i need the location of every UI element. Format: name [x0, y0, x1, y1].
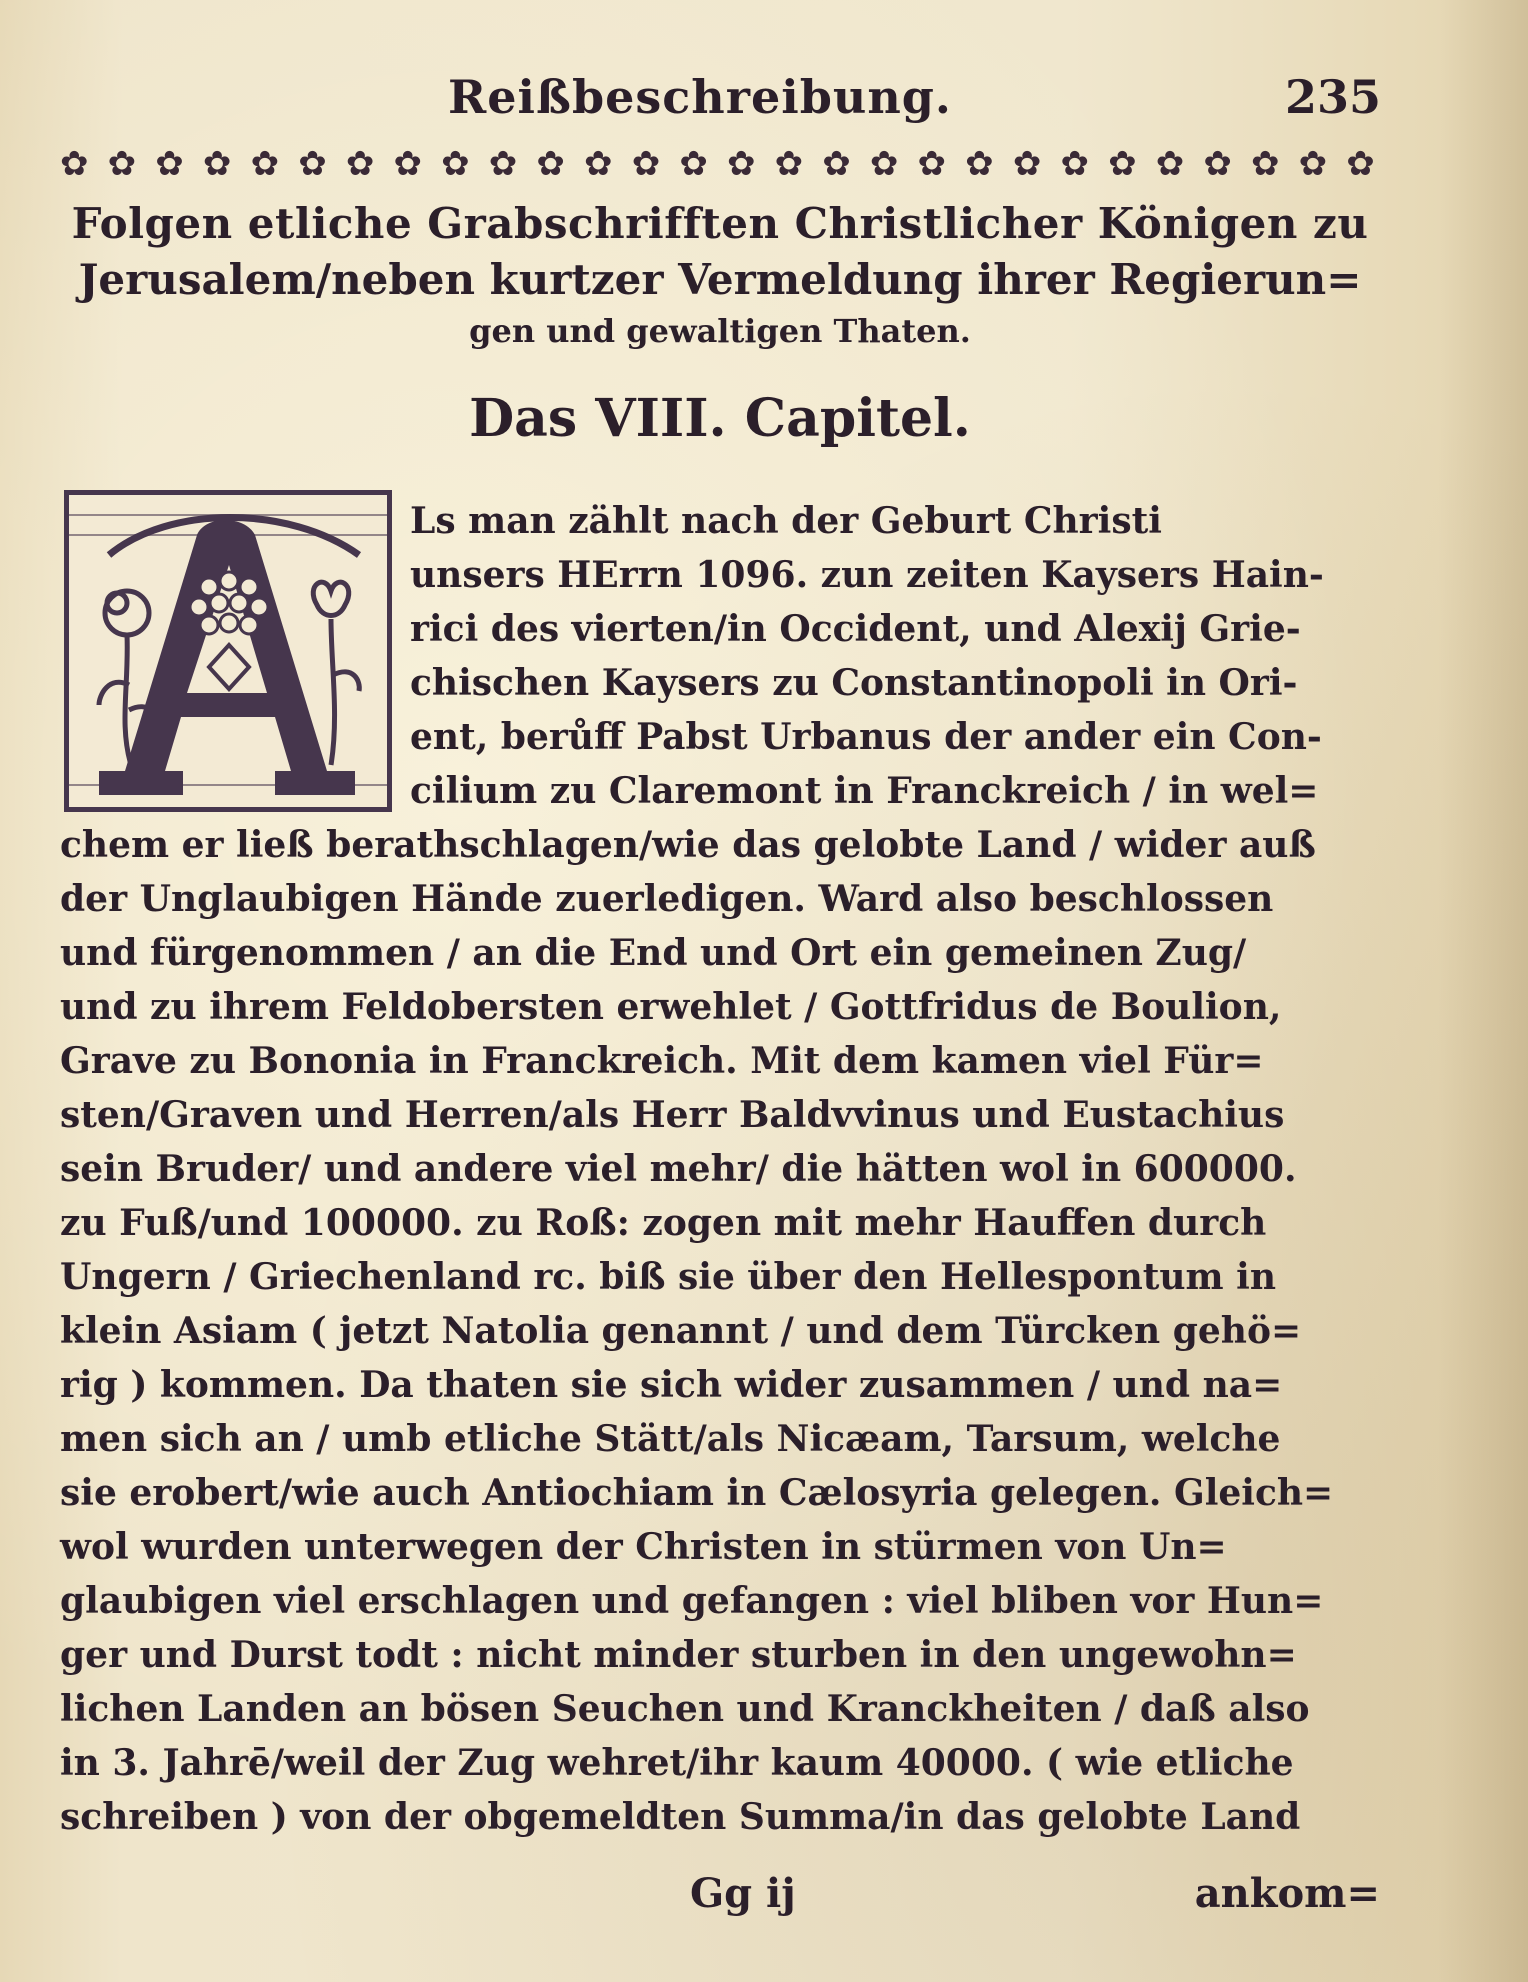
page-edge-shadow: [1438, 0, 1528, 1982]
ornament-glyph: ✿: [1108, 144, 1137, 184]
text-line: Ls man zählt nach der Geburt Christi: [410, 500, 1162, 542]
ornament-glyph: ✿: [441, 144, 470, 184]
ornament-glyph: ✿: [1012, 144, 1042, 184]
text-line: cilium zu Claremont in Franckreich / in wel=: [410, 770, 1319, 812]
ornament-glyph: ✿: [536, 144, 565, 184]
ornament-glyph: ✿: [679, 144, 708, 184]
heading-line-3: gen und gewaltigen Thaten.: [469, 312, 971, 350]
text-line: rig ) kommen. Da thaten sie sich wider zusammen / und na=: [60, 1364, 1283, 1406]
text-line: und fürgenommen / an die End und Ort ein gemeinen Zug/: [60, 932, 1247, 974]
text-line: ger und Durst todt : nicht minder sturben in den ungewohn=: [60, 1634, 1297, 1676]
text-line: chischen Kaysers zu Constantinopoli in Ori-: [410, 662, 1298, 704]
ornament-glyph: ✿: [345, 144, 375, 184]
ornament-glyph: ✿: [1155, 144, 1185, 184]
section-heading: [60, 196, 1380, 354]
catchword: ankom=: [1194, 1870, 1380, 1917]
ornament-glyph: ✿: [1251, 144, 1280, 184]
page-number: 235: [1285, 70, 1382, 124]
text-line: rici des vierten/in Occident, und Alexij Grie-: [410, 608, 1301, 650]
ornament-glyph: ✿: [250, 144, 280, 184]
text-line: wol wurden unterwegen der Christen in stürmen von Un=: [60, 1526, 1227, 1568]
text-line: und zu ihrem Feldobersten erwehlet / Gottfridus de Boulion,: [60, 986, 1282, 1028]
text-line: lichen Landen an bösen Seuchen und Kranckheiten / daß also: [60, 1688, 1310, 1730]
ornament-glyph: ✿: [822, 144, 851, 184]
ornament-glyph: ✿: [488, 144, 518, 184]
text-line: men sich an / umb etliche Stätt/als Nicæam, Tarsum, welche: [60, 1418, 1281, 1460]
heading-line-2: Jerusalem/neben kurtzer Vermeldung ihrer Regierun=: [78, 255, 1362, 304]
ornament-glyph: ✿: [202, 144, 232, 184]
footer-line: [60, 1870, 1380, 1930]
text-line: Grave zu Bononia in Franckreich. Mit dem kamen viel Für=: [60, 1040, 1264, 1082]
text-line: Ungern / Griechenland rc. biß sie über den Hellespontum in: [60, 1256, 1277, 1298]
ornament-glyph: ✿: [584, 144, 613, 184]
text-line: schreiben ) von der obgemeldten Summa/in das gelobte Land: [60, 1796, 1301, 1838]
ornament-glyph: ✿: [107, 144, 137, 184]
text-line: sten/Graven und Herren/als Herr Baldvvinus und Eustachius: [60, 1094, 1285, 1136]
text-line: zu Fuß/und 100000. zu Roß: zogen mit mehr Hauffen durch: [60, 1202, 1267, 1244]
text-line: glaubigen viel erschlagen und gefangen : viel bliben vor Hun=: [60, 1580, 1324, 1622]
ornament-glyph: ✿: [298, 144, 327, 184]
ornament-glyph: ✿: [917, 144, 947, 184]
text-line: chem er ließ berathschlagen/wie das gelobte Land / wider auß: [60, 824, 1316, 866]
ornament-glyph: ✿: [965, 144, 994, 184]
text-line: in 3. Jahrē/weil der Zug wehret/ihr kaum 40000. ( wie etliche: [60, 1742, 1294, 1784]
ornament-glyph: ✿: [155, 144, 184, 184]
text-line: ent, berůff Pabst Urbanus der ander ein Con-: [410, 716, 1322, 758]
ornament-band: [60, 140, 1375, 188]
text-line: sein Bruder/ und andere viel mehr/ die hätten wol in 600000.: [60, 1148, 1297, 1190]
ornament-glyph: ✿: [1060, 144, 1089, 184]
running-head: Reißbeschreibung.: [448, 70, 952, 124]
ornament-glyph: ✿: [1203, 144, 1232, 184]
text-line: unsers HErrn 1096. zun zeiten Kaysers Hain-: [410, 554, 1324, 596]
ornament-glyph: ✿: [1298, 144, 1328, 184]
ornament-glyph: ✿: [869, 144, 899, 184]
text-line: der Unglaubigen Hände zuerledigen. Ward also beschlossen: [60, 878, 1274, 920]
ornament-glyph: ✿: [393, 144, 422, 184]
text-line: klein Asiam ( jetzt Natolia genannt / und dem Türcken gehö=: [60, 1310, 1302, 1352]
ornament-glyph: ✿: [631, 144, 661, 184]
text-line: sie erobert/wie auch Antiochiam in Cælosyria gelegen. Gleich=: [60, 1472, 1334, 1514]
decorated-initial-a: [64, 490, 392, 812]
decorated-initial-illustration: [69, 495, 387, 807]
ornament-glyph: ✿: [60, 144, 89, 184]
ornament-glyph: ✿: [774, 144, 804, 184]
ornament-glyph: ✿: [726, 144, 756, 184]
signature-mark: Gg ij: [690, 1870, 796, 1917]
chapter-title: Das VIII. Capitel.: [469, 388, 971, 449]
ornament-glyph: ✿: [1346, 144, 1375, 184]
heading-line-1: Folgen etliche Grabschrifften Christlicher Königen zu: [71, 199, 1369, 248]
